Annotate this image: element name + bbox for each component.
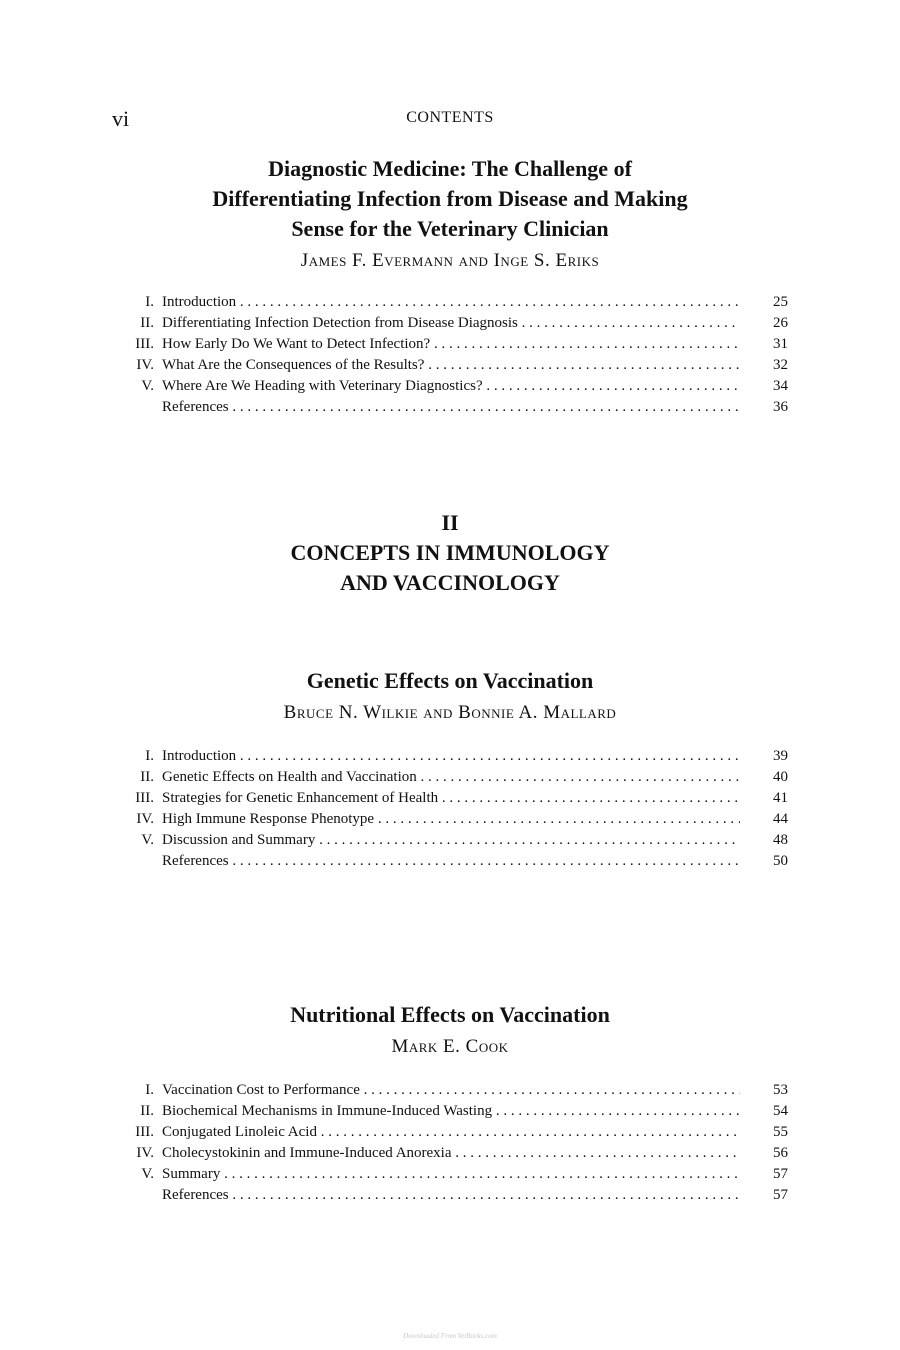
toc-entry-page: 26 [773,315,788,331]
toc-entry-label: What Are the Consequences of the Results? [162,357,425,373]
toc-entry-number: IV. [136,357,154,373]
chapter-title-line: Sense for the Veterinary Clinician [291,216,609,241]
toc-entry-page: 48 [773,832,788,848]
chapter-authors: Mark E. Cook [391,1036,509,1057]
toc-entry [0,397,900,418]
toc-entry-title [162,1164,740,1185]
leader-dots [229,853,740,869]
leader-dots [374,811,740,827]
toc-entry-page: 34 [773,378,788,394]
leader-dots [492,1103,740,1119]
toc-entry-label: References [162,399,229,415]
toc-entry [0,746,900,767]
toc-entry [0,1143,900,1164]
part-title-line: CONCEPTS IN IMMUNOLOGY [290,540,610,565]
toc-entry-page: 54 [773,1103,788,1119]
toc-entry-label: Where Are We Heading with Veterinary Diagnostics? [162,378,483,394]
toc-entry-title [162,851,740,872]
toc-entry-label: Summary [162,1166,221,1182]
toc-entry-title [162,292,740,313]
toc-entry-page: 50 [773,853,788,869]
leader-dots [236,748,740,764]
toc-entry-title [162,746,740,767]
toc-entry-number: V. [141,378,154,394]
chapter-nutritional-effects [0,1000,900,1206]
toc-entry [0,313,900,334]
chapter-title-line: Diagnostic Medicine: The Challenge of [268,156,632,181]
toc-list [0,292,900,418]
chapter-title-line: Genetic Effects on Vaccination [306,668,594,693]
toc-entry-title [162,1143,740,1164]
toc-entry [0,1122,900,1143]
toc-entry-title [162,1122,740,1143]
toc-entry [0,767,900,788]
toc-entry-number: II. [140,769,154,785]
toc-entry-page: 40 [773,769,788,785]
leader-dots [430,336,740,352]
part-numeral: II [441,510,459,535]
leader-dots [229,399,740,415]
toc-entry [0,376,900,397]
toc-entry-label: High Immune Response Phenotype [162,811,375,827]
toc-entry-title [162,397,740,418]
toc-entry-number: I. [145,748,154,764]
chapter-authors: James F. Evermann and Inge S. Eriks [300,250,600,271]
toc-entry [0,809,900,830]
toc-entry-number: I. [145,294,154,310]
toc-entry-page: 36 [773,399,788,415]
toc-entry [0,1185,900,1206]
leader-dots [360,1082,740,1098]
toc-entry-number: I. [145,1082,154,1098]
chapter-title-line: Differentiating Infection from Disease and Making [212,186,688,211]
toc-entry-page: 25 [773,294,788,310]
page-number: vi [112,106,130,131]
toc-entry-label: Introduction [162,294,237,310]
toc-entry-number: V. [141,832,154,848]
toc-entry-page: 57 [773,1166,788,1182]
toc-entry-title [162,1080,740,1101]
leader-dots [518,315,740,331]
leader-dots [452,1145,740,1161]
toc-entry [0,292,900,313]
toc-entry-number: V. [141,1166,154,1182]
toc-entry-title [162,809,740,830]
toc-entry [0,788,900,809]
toc-entry-title [162,830,740,851]
toc-entry-label: Strategies for Genetic Enhancement of Health [162,790,439,806]
toc-list [0,1080,900,1206]
part-heading [0,508,900,598]
chapter-genetic-effects [0,666,900,872]
toc-entry-label: Biochemical Mechanisms in Immune-Induced Wasting [162,1103,493,1119]
toc-entry-title [162,1101,740,1122]
toc-entry-label: How Early Do We Want to Detect Infection? [162,336,431,352]
toc-entry-page: 53 [773,1082,788,1098]
toc-entry-label: Genetic Effects on Health and Vaccination [162,769,417,785]
toc-entry-title [162,1185,740,1206]
running-head: CONTENTS [406,109,494,126]
toc-entry-title [162,313,740,334]
leader-dots [236,294,740,310]
toc-entry-number: III. [135,336,154,352]
toc-entry-label: Differentiating Infection Detection from Disease Diagnosis [162,315,518,331]
leader-dots [220,1166,740,1182]
chapter-authors: Bruce N. Wilkie and Bonnie A. Mallard [283,702,617,723]
toc-entry-title [162,376,740,397]
toc-entry [0,830,900,851]
toc-entry [0,1164,900,1185]
toc-entry-label: Discussion and Summary [162,832,316,848]
toc-entry-page: 31 [773,336,788,352]
chapter-title-line: Nutritional Effects on Vaccination [290,1002,610,1027]
toc-entry-page: 41 [773,790,788,806]
toc-entry-page: 44 [773,811,788,827]
toc-entry [0,355,900,376]
toc-entry-number: III. [135,1124,154,1140]
toc-entry [0,851,900,872]
leader-dots [317,1124,740,1140]
toc-entry-number: II. [140,315,154,331]
toc-entry-page: 32 [773,357,788,373]
toc-entry-label: Conjugated Linoleic Acid [162,1124,317,1140]
toc-entry-label: Vaccination Cost to Performance [162,1082,360,1098]
leader-dots [438,790,740,806]
toc-entry-number: II. [140,1103,154,1119]
toc-entry [0,1101,900,1122]
toc-entry-title [162,767,740,788]
toc-entry [0,1080,900,1101]
leader-dots [315,832,740,848]
toc-entry-number: IV. [136,811,154,827]
watermark: Downloaded From VetBooks.com [403,1332,497,1340]
toc-entry-label: References [162,853,229,869]
toc-entry [0,334,900,355]
toc-entry-page: 56 [773,1145,788,1161]
toc-entry-number: IV. [136,1145,154,1161]
leader-dots [483,378,740,394]
toc-entry-page: 39 [773,748,788,764]
toc-list [0,746,900,872]
leader-dots [417,769,740,785]
leader-dots [424,357,740,373]
chapter-diagnostic-medicine [0,154,900,418]
toc-entry-label: Introduction [162,748,237,764]
toc-entry-page: 55 [773,1124,788,1140]
toc-entry-title [162,788,740,809]
toc-entry-label: References [162,1187,229,1203]
toc-entry-label: Cholecystokinin and Immune-Induced Anorexia [162,1145,452,1161]
toc-entry-title [162,355,740,376]
leader-dots [229,1187,740,1203]
part-title-line: AND VACCINOLOGY [340,570,560,595]
toc-entry-title [162,334,740,355]
toc-entry-page: 57 [773,1187,788,1203]
toc-entry-number: III. [135,790,154,806]
